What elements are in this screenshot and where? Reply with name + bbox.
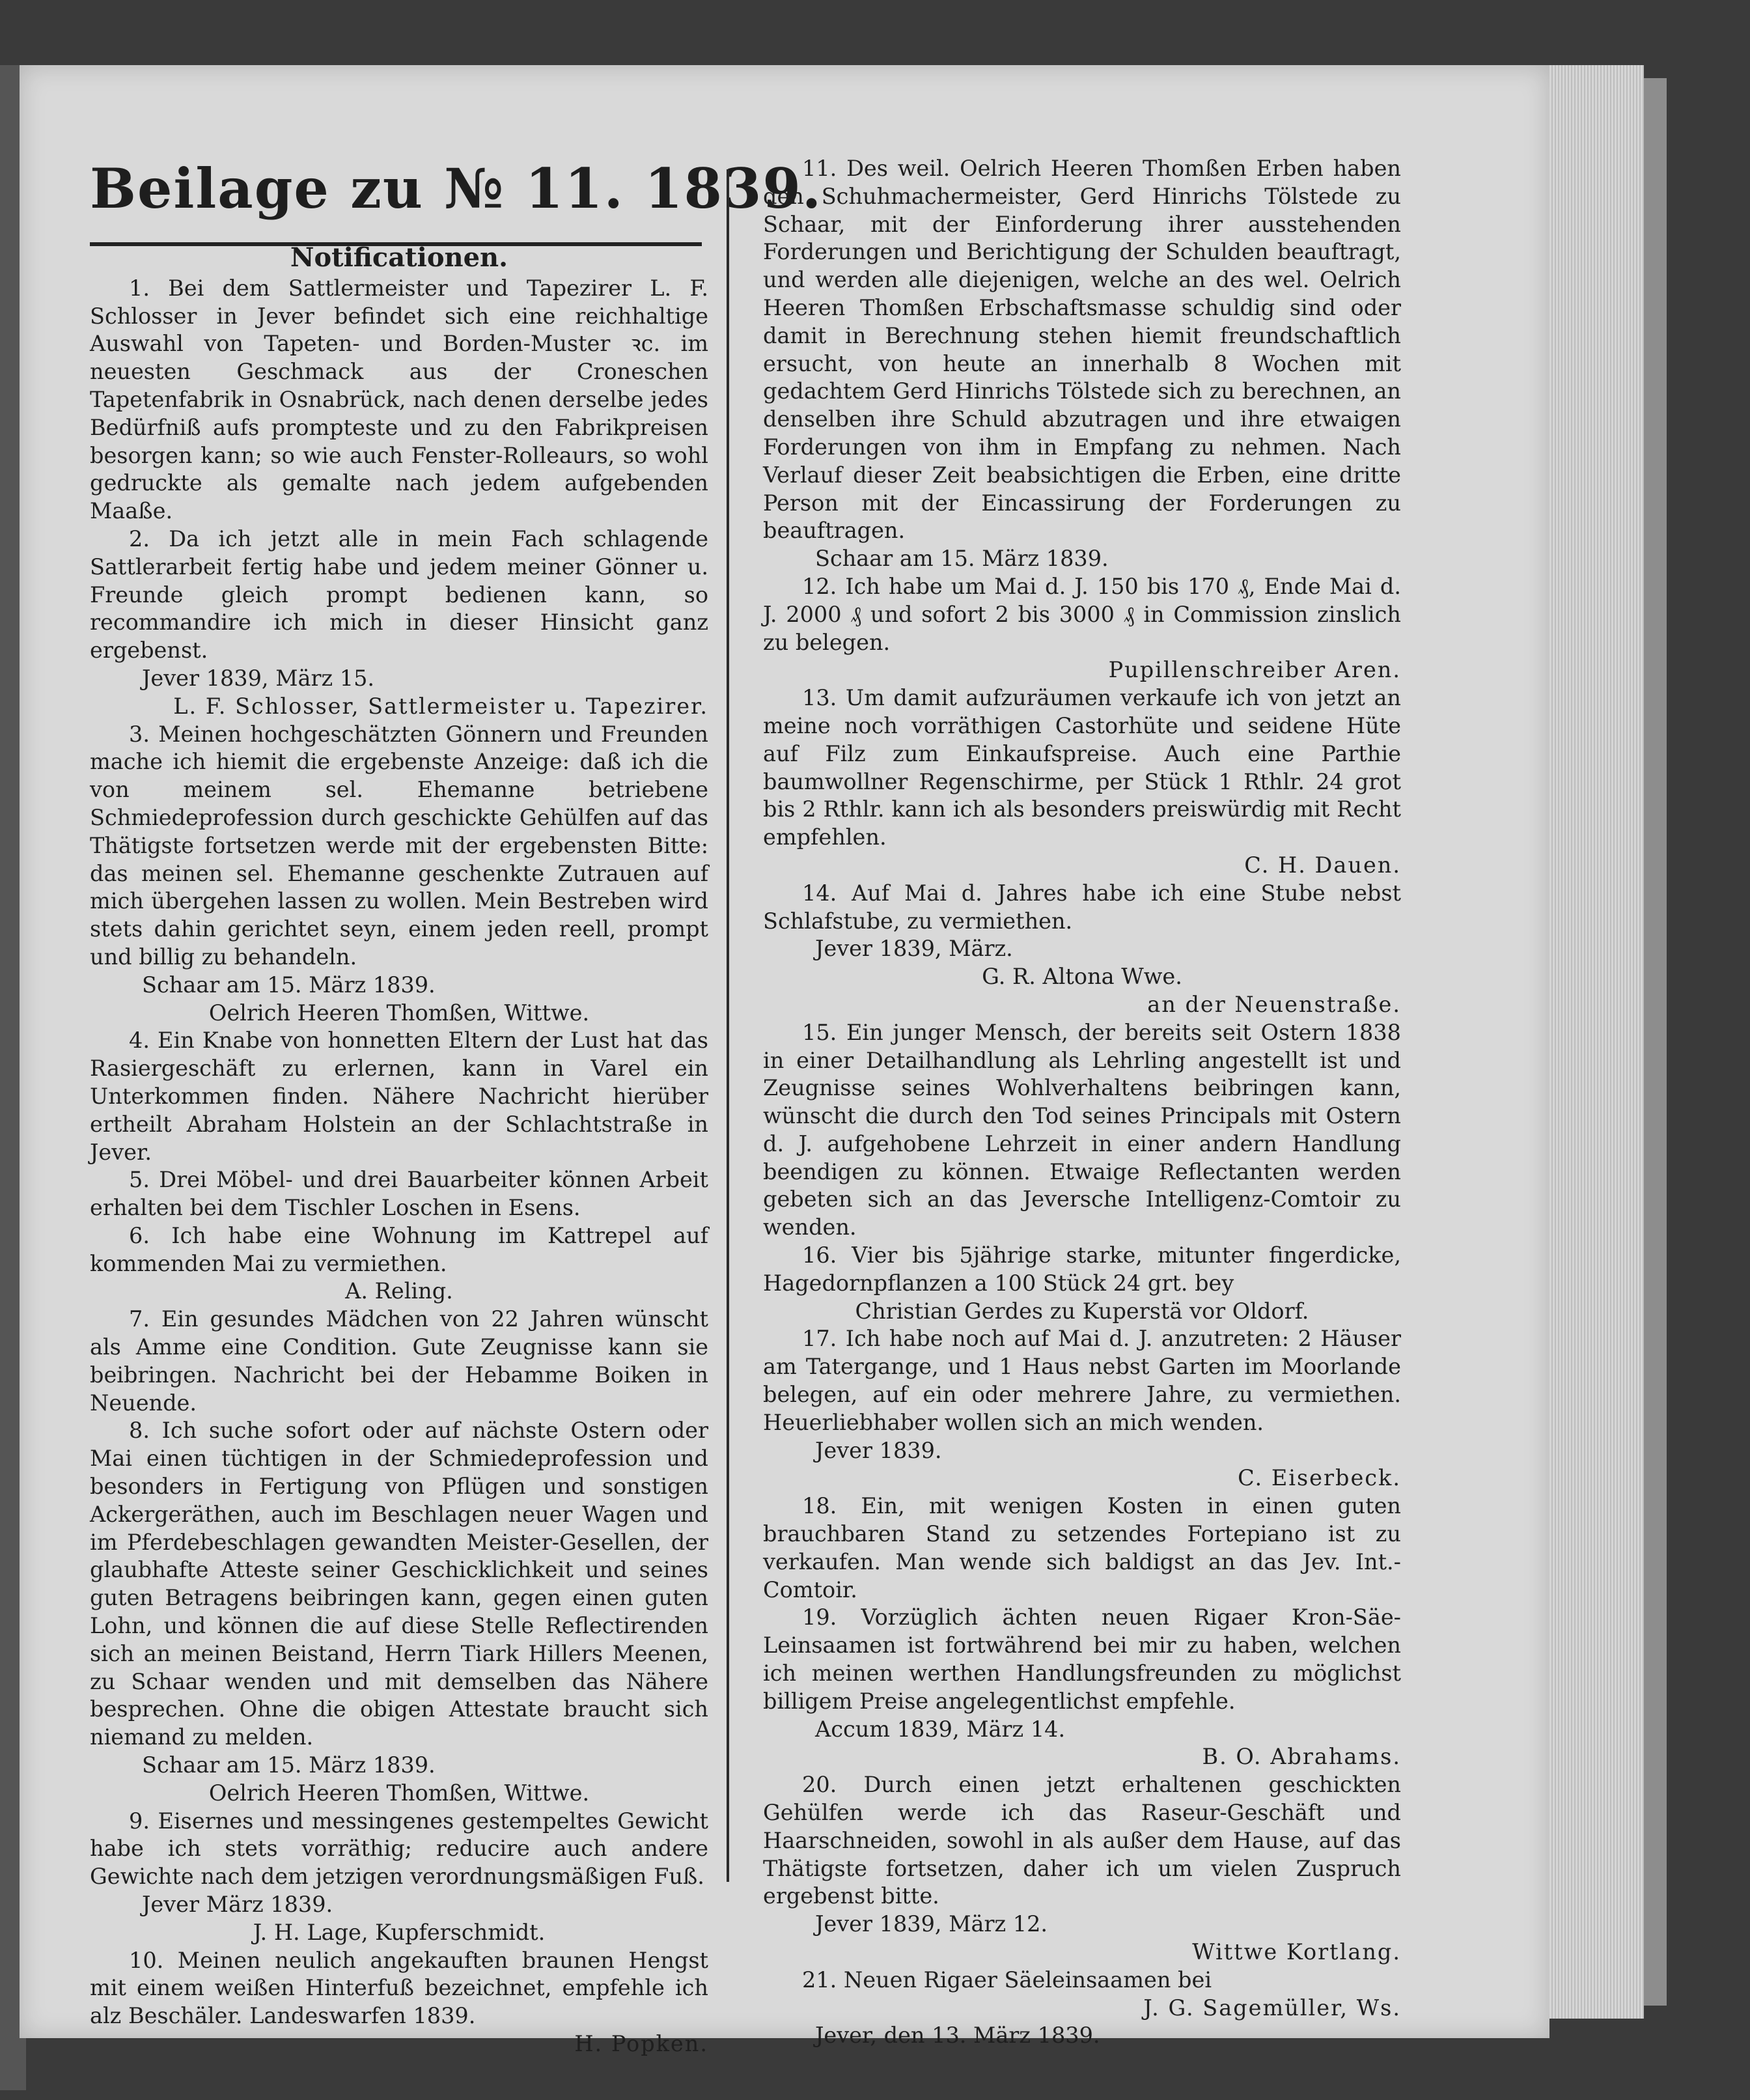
notice-14-signature: G. R. Altona Wwe. (982, 964, 1182, 990)
notice-8-date: Schaar am 15. März 1839. (142, 1752, 436, 1778)
notice-14-signature-address: an der Neuenstraße. (1147, 991, 1401, 1017)
notice-9: 9. Eisernes und messingenes gestempeltes Gewicht habe ich stets vorräthig; reducire auch andere Gewichte nach dem jetzigen verordnungsmäßigen Fuß. (90, 1808, 708, 1890)
notice-13: 13. Um damit aufzuräumen verkaufe ich von jetzt an meine noch vorräthigen Castorhüte und seidene Hüte auf Filz zum Einkaufspreise. Auch eine Parthie baumwollner Regenschirme, per Stück 1 Rthlr. 24 grot bis 2 Rthlr. kann ich als besonders preiswürdig mit Recht empfehlen. (763, 685, 1401, 850)
notice-8-signature: Oelrich Heeren Thomßen, Wittwe. (208, 1780, 590, 1806)
notice-19-signature: B. O. Abrahams. (1202, 1744, 1401, 1770)
notice-13-signature: C. H. Dauen. (1244, 852, 1401, 878)
notice-18: 18. Ein, mit wenigen Kosten in einen guten brauchbaren Stand zu setzendes Fortepiano ist zu verkaufen. Man wende sich baldigst an das Jev. Int.-Comtoir. (763, 1493, 1401, 1603)
notice-21-signature: J. G. Sagemüller, Ws. (1143, 1995, 1401, 2021)
notice-1: 1. Bei dem Sattlermeister und Tapezirer L. F. Schlosser in Jever befindet sich eine reichhaltige Auswahl von Tapeten- und Borden-Muster ꝛc. im neuesten Geschmack aus der Croneschen Tapetenfabrik in Osnabrück, nach denen derselbe jedes Bedürfniß aufs prompteste und zu den Fabrikpreisen besorgen kann; so wie auch Fenster-Rolleaurs, so wohl gedruckte als gemalte nach jedem aufgebenden Maaße. (90, 275, 708, 524)
notice-10: 10. Meinen neulich angekauften braunen Hengst mit einem weißen Hinterfuß bezeichnet, empfehle ich alz Beschäler. Landeswarfen 1839. (90, 1947, 708, 2029)
notice-19: 19. Vorzüglich ächten neuen Rigaer Kron-Säe-Leinsaamen ist fortwährend bei mir zu haben, welchen ich meinen werthen Handlungsfreunden zu möglichst billigem Preise angelegentlichst empfehle. (763, 1604, 1401, 1714)
notice-15: 15. Ein junger Mensch, der bereits seit Ostern 1838 in einer Detailhandlung als Lehrling angestellt ist und Zeugnisse seines Wohlverhaltens beibringen kann, wünscht die durch den Tod seines Principals mit Ostern d. J. aufgehobene Lehrzeit in einer andern Handlung beendigen zu können. Etwaige Reflectanten werden gebeten sich an das Jeversche Intelligenz-Comtoir zu wenden. (763, 1019, 1401, 1240)
notice-20-date: Jever 1839, März 12. (815, 1911, 1048, 1937)
notice-3: 3. Meinen hochgeschätzten Gönnern und Freunden mache ich hiemit die ergebenste Anzeige: daß ich die von meinem sel. Ehemanne betriebene Schmiedeprofession durch geschickte Gehülfen auf das Thätigste fortsetzen werde mit der ergebensten Bitte: das meinen sel. Ehemanne geschenkte Zutrauen auf mich übergehen lassen zu wollen. Mein Bestreben wird stets dahin gerichtet seyn, einem jeden reell, prompt und billig zu behandeln. (90, 721, 708, 970)
notice-16: 16. Vier bis 5jährige starke, mitunter fingerdicke, Hagedornpflanzen a 100 Stück 24 grt. bey (763, 1242, 1401, 1296)
notice-6: 6. Ich habe eine Wohnung im Kattrepel auf kommenden Mai zu vermiethen. (90, 1222, 708, 1276)
notice-19-date: Accum 1839, März 14. (815, 1716, 1066, 1742)
notice-12: 12. Ich habe um Mai d. J. 150 bis 170 ₰, Ende Mai d. J. 2000 ₰ und sofort 2 bis 3000 ₰ in Commission zinslich zu belegen. (763, 573, 1401, 655)
notice-2-date: Jever 1839, März 15. (142, 665, 375, 691)
notice-4: 4. Ein Knabe von honnetten Eltern der Lust hat das Rasiergeschäft zu erlernen, kann in Varel ein Unterkommen finden. Nähere Nachricht hierüber ertheilt Abraham Holstein an der Schlachtstraße in Jever. (90, 1028, 708, 1165)
notice-7: 7. Ein gesundes Mädchen von 22 Jahren wünscht als Amme eine Condition. Gute Zeugnisse kann sie beibringen. Nachricht bei der Hebamme Boiken in Neuende. (90, 1306, 708, 1416)
notice-6-signature: A. Reling. (345, 1278, 453, 1304)
notice-17-date: Jever 1839. (815, 1437, 942, 1463)
notice-12-signature: Pupillenschreiber Aren. (1108, 657, 1401, 683)
notice-8: 8. Ich suche sofort oder auf nächste Ostern oder Mai einen tüchtigen in der Schmiedeprofession und besonders in Fertigung von Pflügen und sonstigen Ackergeräthen, auch im Beschlagen neuer Wagen und im Pferdebeschlagen gewandten Meister-Gesellen, der glaubhafte Atteste seiner Geschicklichkeit und seines guten Betragens beibringen kann, gegen einen guten Lohn, und können die auf diese Stelle Reflectirenden sich an meinen Beistand, Herrn Tiark Hillers Meenen, zu Schaar wenden und mit demselben das Nähere besprechen. Ohne die obigen Attestate braucht sich niemand zu melden. (90, 1418, 708, 1750)
notice-17: 17. Ich habe noch auf Mai d. J. anzutreten: 2 Häuser am Tatergange, und 1 Haus nebst Garten im Moorlande belegen, auf ein oder mehrere Jahre, zu vermiethen. Heuerliebhaber wollen sich an mich wenden. (763, 1326, 1401, 1435)
notice-11: 11. Des weil. Oelrich Heeren Thomßen Erben haben den Schuhmachermeister, Gerd Hinrichs Tölstede zu Schaar, mit der Einforderung ihrer ausstehenden Forderungen und Berichtigung der Schulden beauftragt, und werden alle diejenigen, welche an des wel. Oelrich Heeren Thomßen Erbschaftsmasse schuldig sind oder damit in Berechnung stehen hiemit freundschaftlich ersucht, von heute an innerhalb 8 Wochen mit gedachtem Gerd Hinrichs Tölstede sich zu berechnen, an denselben ihre Schuld abzutragen und ihre etwaigen Forderungen von ihm in Empfang zu nehmen. Nach Verlauf dieser Zeit beabsichtigen die Erben, eine dritte Person mit der Eincassirung der Forderungen zu beauftragen. (763, 156, 1401, 544)
page-header (90, 117, 823, 247)
notice-16-signature: Christian Gerdes zu Kuperstä vor Oldorf. (855, 1298, 1309, 1324)
notice-9-date: Jever März 1839. (142, 1892, 333, 1918)
notice-9-signature: J. H. Lage, Kupferschmidt. (253, 1919, 546, 1945)
column-divider (727, 169, 729, 1882)
notice-20: 20. Durch einen jetzt erhaltenen geschickten Gehülfen werde ich das Raseur-Geschäft und Haarschneiden, sowohl in als außer dem Hause, auf das Thätigste fortsetzen, daher ich um vielen Zuspruch ergebenst bitte. (763, 1772, 1401, 1909)
notice-11-date: Schaar am 15. März 1839. (815, 546, 1109, 572)
notice-20-signature: Wittwe Kortlang. (1192, 1939, 1401, 1965)
notice-21-date: Jever, den 13. März 1839. (815, 2023, 1100, 2049)
notice-21: 21. Neuen Rigaer Säeleinsaamen bei (802, 1967, 1212, 1993)
notice-5: 5. Drei Möbel- und drei Bauarbeiter können Arbeit erhalten bei dem Tischler Loschen in Esens. (90, 1167, 708, 1221)
notice-14: 14. Auf Mai d. Jahres habe ich eine Stube nebst Schlafstube, zu vermiethen. (763, 880, 1401, 934)
notice-3-signature: Oelrich Heeren Thomßen, Wittwe. (208, 1000, 590, 1026)
section-heading: Notificationen. (290, 242, 508, 273)
notice-2-signature: L. F. Schlosser, Sattlermeister u. Tapezirer. (173, 693, 708, 719)
notice-10-signature: H. Popken. (574, 2031, 708, 2056)
left-column (90, 244, 708, 2058)
notice-14-date: Jever 1839, März. (815, 936, 1013, 962)
page-stack-edge (1544, 65, 1644, 2019)
page-title: Beilage zu № 11. 1839. (90, 156, 823, 221)
right-column (763, 155, 1401, 2050)
notice-17-signature: C. Eiserbeck. (1238, 1465, 1401, 1491)
notice-3-date: Schaar am 15. März 1839. (142, 972, 436, 998)
notice-2: 2. Da ich jetzt alle in mein Fach schlagende Sattlerarbeit fertig habe und jedem meiner Gönner u. Freunde gleich prompt bedienen kann, so recommandire ich mich in dieser Hinsicht ganz ergebenst. (90, 525, 708, 664)
